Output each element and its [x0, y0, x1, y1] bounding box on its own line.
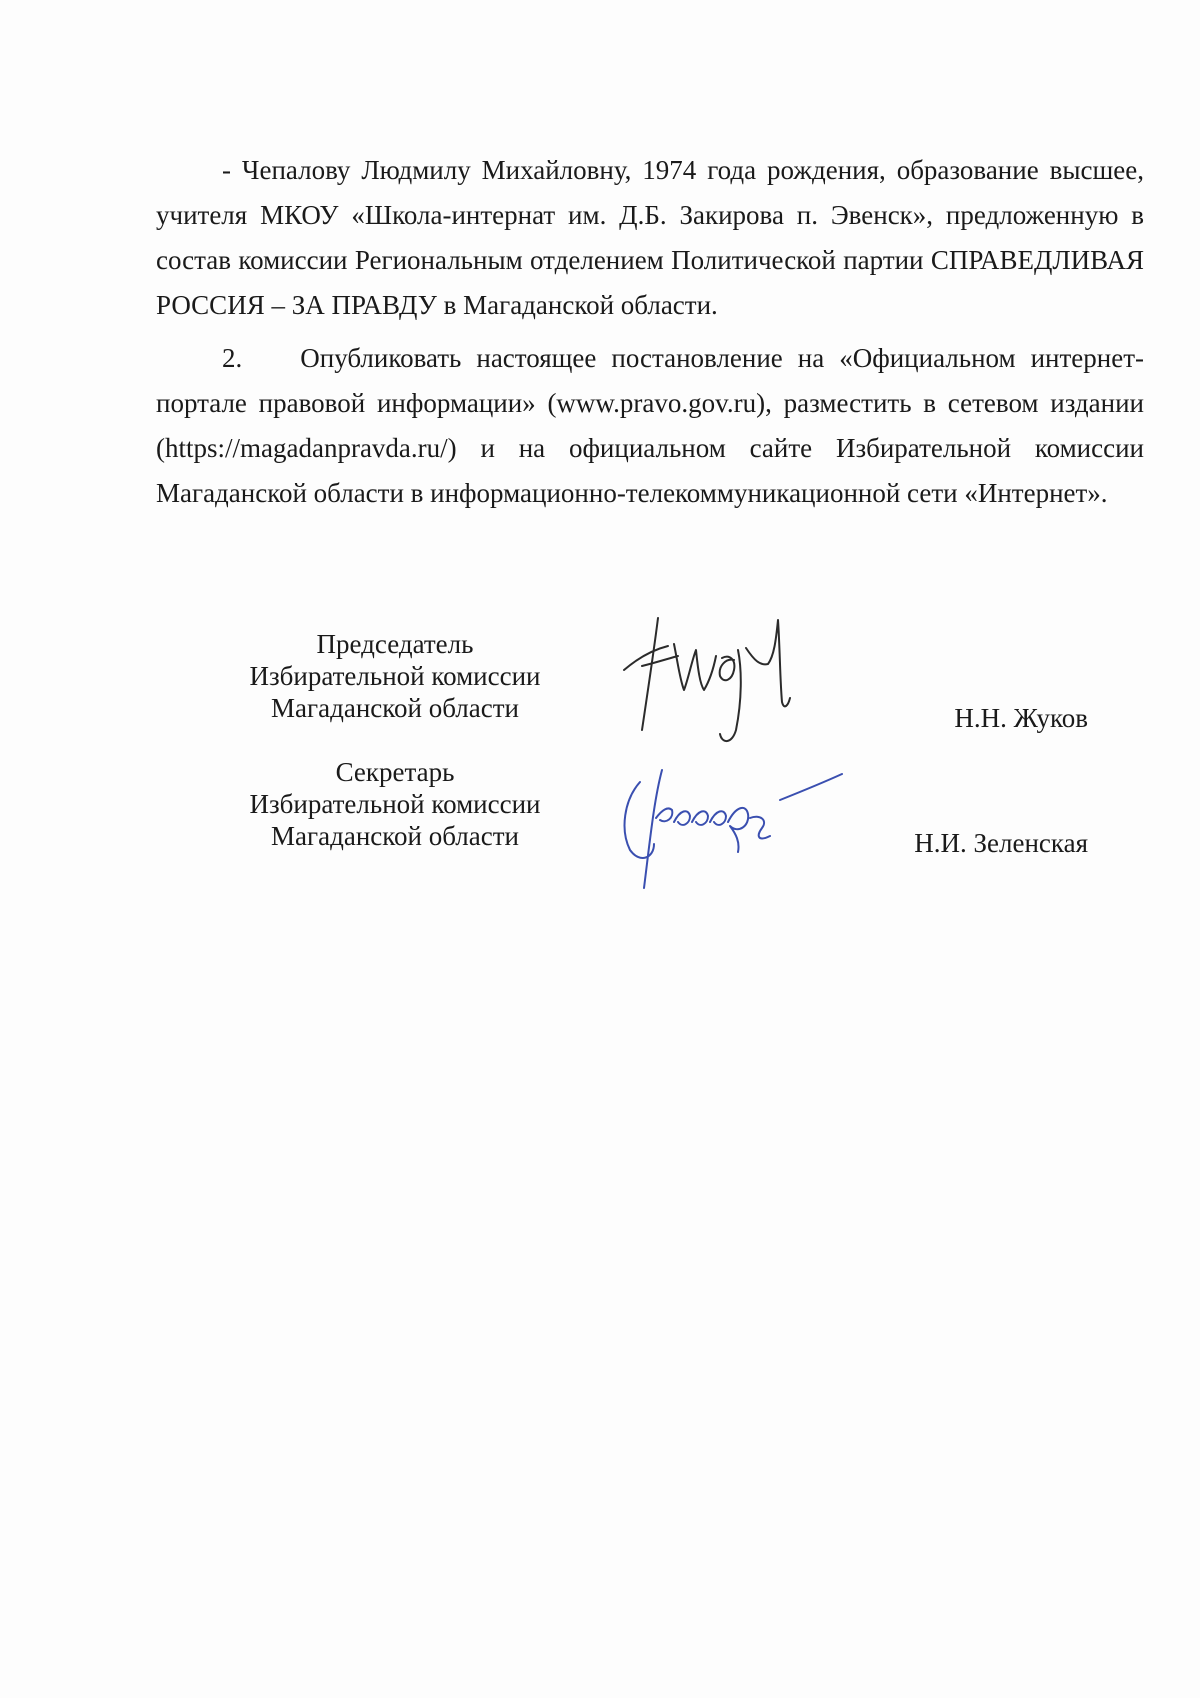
secretary-signature-stroke: [625, 770, 842, 888]
paragraph-candidate: [156, 148, 1144, 328]
secretary-title-line3: Магаданской области: [271, 821, 519, 851]
secretary-title-line2: Избирательной комиссии: [249, 789, 541, 819]
paragraph-publication-text: Опубликовать настоящее постановление на «Официальном интернет-портале правовой информации» (www.pravo.gov.ru), разместить в сетевом издании (https://magadanpravda.ru/) и на официальном сайте Избирательной комиссии Магаданской области в информационно-телекоммуникационной сети «Интернет».: [156, 343, 1144, 508]
chairman-title-line2: Избирательной комиссии: [249, 661, 541, 691]
paragraph-candidate-text: - Чепалову Людмилу Михайловну, 1974 года рождения, образование высшее, учителя МКОУ «Школа-интернат им. Д.Б. Закирова п. Эвенск», предложенную в состав комиссии Региональным отделением Политической партии СПРАВЕДЛИВАЯ РОССИЯ – ЗА ПРАВДУ в Магаданской области.: [156, 155, 1144, 320]
chairman-name: Н.Н. Жуков: [954, 703, 1088, 733]
paragraph-number: 2.: [222, 343, 243, 373]
chairman-title: [230, 628, 560, 724]
chairman-signature: [618, 610, 818, 765]
secretary-title-line1: Секретарь: [335, 757, 455, 787]
chairman-title-line1: Председатель: [316, 629, 474, 659]
chairman-title-line3: Магаданской области: [271, 693, 519, 723]
paragraph-publication: [156, 336, 1144, 516]
secretary-signature: [610, 760, 850, 900]
secretary-title: [230, 756, 560, 852]
chairman-signature-stroke: [624, 618, 790, 741]
secretary-name: Н.И. Зеленская: [914, 828, 1088, 858]
